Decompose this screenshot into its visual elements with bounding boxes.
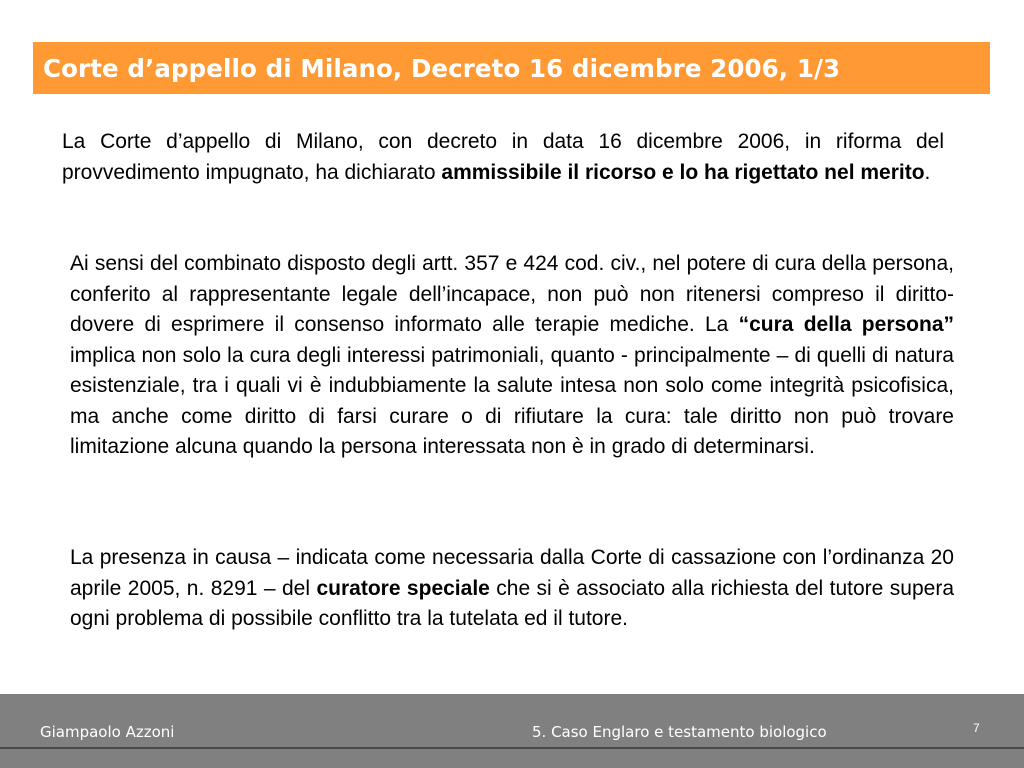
paragraph-3-text-b: che si è associato alla richiesta del tutore supera ogni problema di possibile conflitto tra la tutelata ed il tutore.	[70, 576, 954, 630]
paragraph-3-text-a: La presenza in causa – indicata come necessaria dalla Corte di cassazione con l’ordinanza 20 aprile 2005, n. 8291 – del	[70, 546, 954, 600]
footer-section-title: 5. Caso Englaro e testamento biologico	[532, 723, 827, 741]
paragraph-1-bold: ammissibile il ricorso e lo ha rigettato nel merito	[441, 160, 925, 184]
slide-title: Corte d’appello di Milano, Decreto 16 dicembre 2006, 1/3	[43, 53, 841, 83]
slide-title-bar	[33, 42, 990, 94]
paragraph-2	[70, 249, 954, 463]
footer-divider	[0, 747, 1024, 749]
paragraph-2-bold: “cura della persona”	[738, 313, 955, 336]
paragraph-1-text-a: La Corte d’appello di Milano, con decreto in data 16 dicembre 2006, in riforma del provvedimento impugnato, ha dichiarato	[62, 130, 944, 184]
paragraph-3-bold: curatore speciale	[316, 576, 490, 600]
paragraph-2-text-a: Ai sensi del combinato disposto degli artt. 357 e 424 cod. civ., nel potere di cura della persona, conferito al rappresentante legale dell’incapace, non può non ritenersi compreso il diritto-dovere di esprimere il consenso informato alle terapie mediche. La	[70, 252, 954, 336]
page-number: 7	[973, 721, 980, 735]
paragraph-1	[62, 127, 944, 188]
paragraph-2-text-b: implica non solo la cura degli interessi patrimoniali, quanto - principalmente – di quelli di natura esistenziale, tra i quali vi è indubbiamente la salute intesa non solo come integrità psicofisica, ma anche come diritto di farsi curare o di rifiutare la cura: tale diritto non può trovare limitazione alcuna quando la persona interessata non è in grado di determinarsi.	[70, 343, 954, 458]
paragraph-1-text-b: .	[924, 160, 931, 184]
footer-author: Giampaolo Azzoni	[40, 723, 175, 741]
paragraph-3	[70, 543, 954, 635]
